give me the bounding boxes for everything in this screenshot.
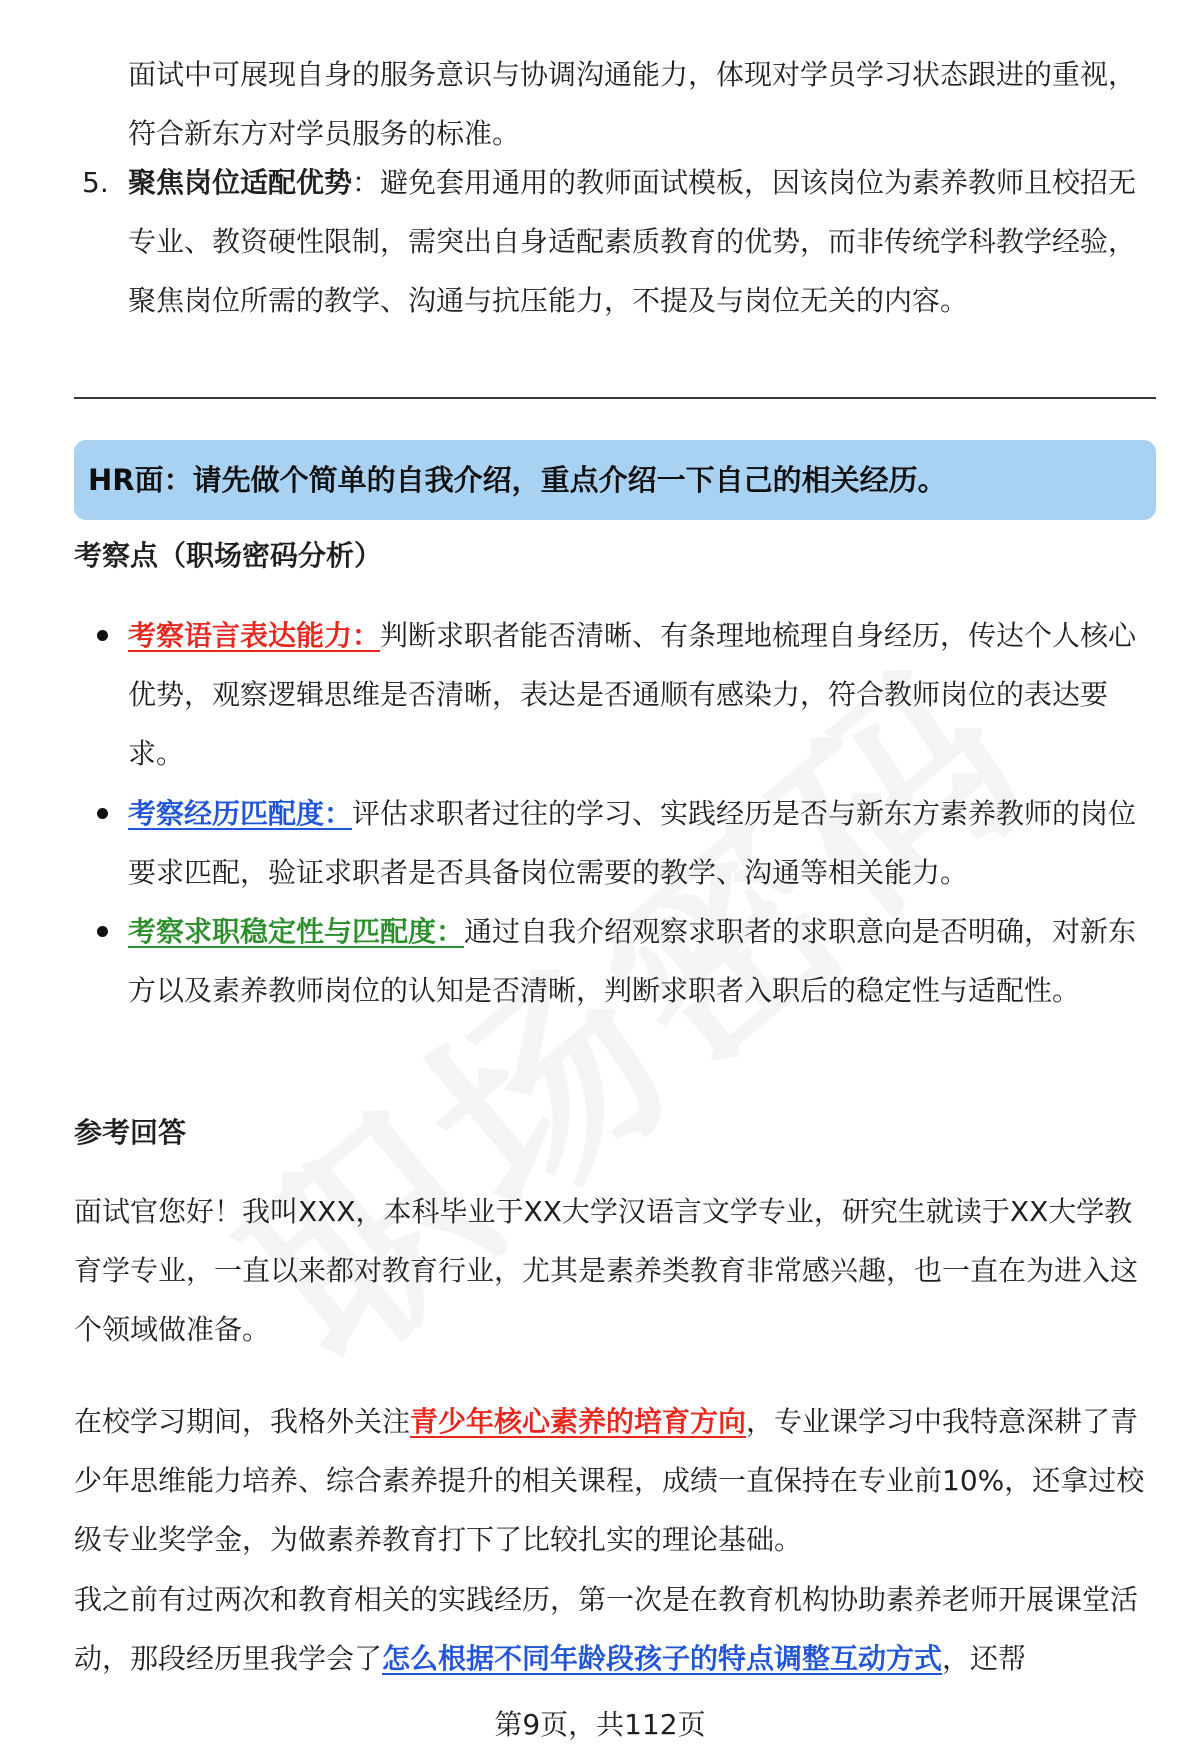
bullet-dot [97, 630, 108, 641]
bullet-keyword: 考察经历匹配度： [128, 797, 353, 830]
question-box [74, 440, 1156, 520]
bullet-text: 判断求职者能否清晰、有条理地梳理自身经历，传达个人核心优势，观察逻辑思维是否清晰，表达是否通顺有感染力，符合教师岗位的表达要求。 [128, 619, 1137, 770]
item-5-title: 聚焦岗位适配优势 [128, 166, 353, 199]
bullet-dot [97, 926, 108, 937]
page-footer: 第9页，共112页 [494, 1708, 706, 1741]
bullet-item-3 [128, 902, 1148, 1020]
answer-paragraph-2 [74, 1392, 1159, 1569]
bullet-text: 评估求职者过往的学习、实践经历是否与新东方素养教师的岗位要求匹配，验证求职者是否具备岗位需要的教学、沟通等相关能力。 [128, 797, 1137, 889]
item-number: 5. [82, 166, 109, 199]
answer-p2-highlight: 青少年核心素养的培育方向 [410, 1405, 747, 1438]
answer-paragraph-3 [74, 1570, 1159, 1688]
bullet-keyword: 考察求职稳定性与匹配度： [128, 915, 465, 948]
intro-continuation: 面试中可展现自身的服务意识与协调沟通能力，体现对学员学习状态跟进的重视，符合新东方对学员服务的标准。 [128, 58, 1137, 150]
bullet-item-2 [128, 784, 1148, 902]
item-5 [128, 153, 1148, 330]
bullet-item-1 [128, 606, 1148, 783]
answer-p2-after: ，专业课学习中我特意深耕了青少年思维能力培养、综合素养提升的相关课程，成绩一直保持在专业前10%，还拿过校级专业奖学金，为做素养教育打下了比较扎实的理论基础。 [74, 1405, 1145, 1556]
bullet-keyword: 考察语言表达能力： [128, 619, 381, 652]
answer-paragraph-1: 面试官您好！我叫XXX，本科毕业于XX大学汉语言文学专业，研究生就读于XX大学教育学专业，一直以来都对教育行业，尤其是素养类教育非常感兴趣，也一直在为进入这个领域做准备。 [74, 1195, 1139, 1346]
exam-heading: 考察点（职场密码分析） [74, 539, 383, 572]
answer-p3-before: 我之前有过两次和教育相关的实践经历，第一次是在教育机构协助素养老师开展课堂活动，那段经历里我学会了 [74, 1583, 1139, 1675]
hr-question: HR面：请先做个简单的自我介绍，重点介绍一下自己的相关经历。 [88, 463, 947, 497]
answer-p3-after: ，还帮 [942, 1642, 1027, 1675]
answer-heading: 参考回答 [74, 1116, 187, 1149]
answer-p3-highlight: 怎么根据不同年龄段孩子的特点调整互动方式 [382, 1642, 943, 1675]
item-5-text: ：避免套用通用的教师面试模板，因该岗位为素养教师且校招无专业、教资硬性限制，需突出自身适配素质教育的优势，而非传统学科教学经验，聚焦岗位所需的教学、沟通与抗压能力，不提及与岗位无关的内容。 [128, 166, 1137, 317]
answer-p2-before: 在校学习期间，我格外关注 [74, 1405, 411, 1438]
bullet-dot [97, 808, 108, 819]
bullet-text: 通过自我介绍观察求职者的求职意向是否明确，对新东方以及素养教师岗位的认知是否清晰，判断求职者入职后的稳定性与适配性。 [128, 915, 1137, 1007]
divider [74, 397, 1156, 399]
